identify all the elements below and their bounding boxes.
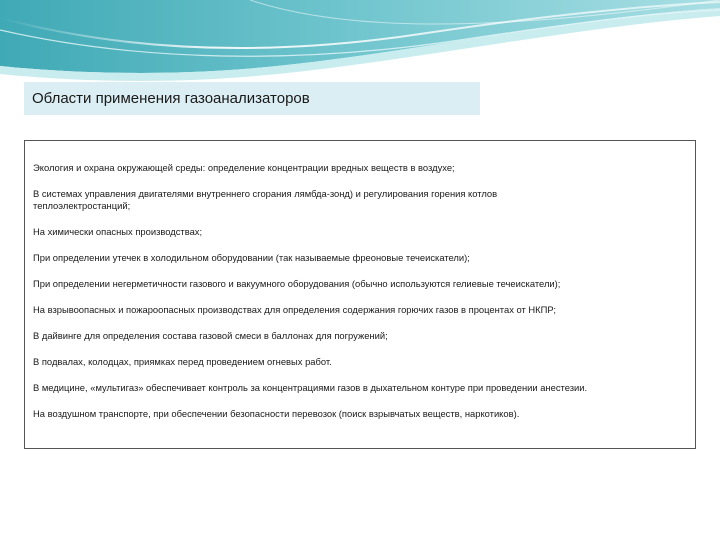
list-item: В медицине, «мультигаз» обеспечивает контроль за концентрациями газов в дыхательном контуре при проведении анестезии. [33, 382, 588, 393]
list-item: На химически опасных производствах; [33, 226, 203, 237]
list-item: При определении негерметичности газового и вакуумного оборудования (обычно используются гелиевые течеискатели); [33, 278, 561, 289]
list-item: Экология и охрана окружающей среды: определение концентрации вредных веществ в воздухе; [33, 162, 455, 173]
title-box [24, 82, 480, 115]
list-item: В дайвинге для определения состава газовой смеси в баллонах для погружений; [33, 330, 388, 341]
list-item: В подвалах, колодцах, приямках перед проведением огневых работ. [33, 356, 332, 367]
list-item: При определении утечек в холодильном оборудовании (так называемые фреоновые течеискатели); [33, 252, 470, 263]
list-item: На воздушном транспорте, при обеспечении безопасности перевозок (поиск взрывчатых веществ, наркотиков). [33, 408, 520, 419]
list-item: На взрывоопасных и пожароопасных производствах для определения содержания горючих газов в процентах от НКПР; [33, 304, 557, 315]
list-item: В системах управления двигателями внутреннего сгорания лямбда-зонд) и регулирования горения котлов теплоэлектростанций; [33, 188, 498, 211]
page-title: Области применения газоанализаторов [32, 90, 310, 107]
content-box [24, 140, 696, 449]
